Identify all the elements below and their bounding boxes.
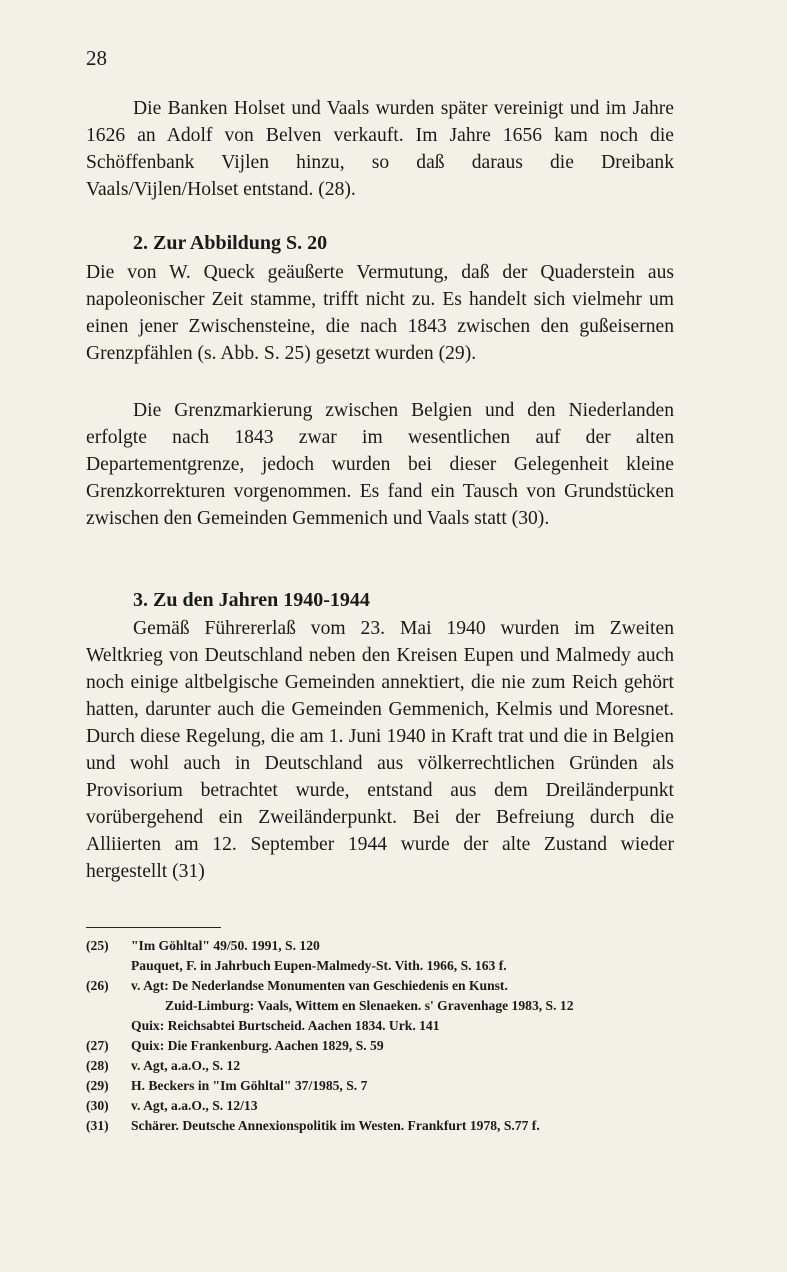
footnote-text: Quix: Reichsabtei Burtscheid. Aachen 1834. Urk. 141 xyxy=(131,1018,440,1033)
footnote-number: (30) xyxy=(86,1098,109,1113)
footnote-number: (26) xyxy=(86,978,109,993)
heading-zur-abbildung: 2. Zur Abbildung S. 20 xyxy=(133,232,328,254)
footnote-31 xyxy=(86,1116,686,1136)
footnotes xyxy=(86,936,686,1136)
footnote-number: (25) xyxy=(86,938,109,953)
paragraph-banks: Die Banken Holset und Vaals wurden später vereinigt und im Jahre 1626 an Adolf von Belven verkauft. Im Jahre 1656 kam noch die Schöffenbank Vijlen hinzu, so daß daraus die Dreibank Vaals/Vijlen/Holset entstand. (28). xyxy=(86,98,674,200)
footnote-text: H. Beckers in "Im Göhltal" 37/1985, S. 7 xyxy=(131,1078,368,1093)
footnote-text: Zuid-Limburg: Vaals, Wittem en Slenaeken. s' Gravenhage 1983, S. 12 xyxy=(165,998,574,1013)
footnote-number: (28) xyxy=(86,1058,109,1073)
footnote-text: v. Agt: De Nederlandse Monumenten van Geschiedenis en Kunst. xyxy=(131,978,508,993)
footnote-number: (31) xyxy=(86,1118,109,1133)
page-number: 28 xyxy=(86,46,107,70)
footnote-30 xyxy=(86,1096,686,1116)
footnote-separator xyxy=(86,927,221,928)
footnote-number: (29) xyxy=(86,1078,109,1093)
footnote-text: v. Agt, a.a.O., S. 12 xyxy=(131,1058,241,1073)
footnote-26 xyxy=(86,976,686,1036)
paragraph-fuehrererlass: Gemäß Führererlaß vom 23. Mai 1940 wurden im Zweiten Weltkrieg von Deutschland neben den Kreisen Eupen und Malmedy auch noch einige altbelgische Gemeinden annektiert, die nie zum Reich gehört hatten, darunter auch die Gemeinden Gemmenich, Kelmis und Moresnet. Durch diese Regelung, die am 1. Juni 1940 in Kraft trat und die in Belgien und wohl auch in Deutschland aus völkerrechtlichen Gründen als Provisorium betrachtet wurde, entstand aus dem Dreiländerpunkt vorübergehend ein Zweiländerpunkt. Bei der Befreiung durch die Alliierten am 12. September 1944 wurde der alte Zustand wieder hergestellt (31) xyxy=(86,618,674,882)
footnote-number: (27) xyxy=(86,1038,109,1053)
footnote-28 xyxy=(86,1056,686,1076)
footnote-text: "Im Göhltal" 49/50. 1991, S. 120 xyxy=(131,938,320,953)
footnote-27 xyxy=(86,1036,686,1056)
footnote-text: Quix: Die Frankenburg. Aachen 1829, S. 59 xyxy=(131,1038,384,1053)
footnote-text: v. Agt, a.a.O., S. 12/13 xyxy=(131,1098,258,1113)
footnote-text: Pauquet, F. in Jahrbuch Eupen-Malmedy-St. Vith. 1966, S. 163 f. xyxy=(131,958,507,973)
heading-1940-1944: 3. Zu den Jahren 1940-1944 xyxy=(133,589,370,611)
paragraph-quaderstein: Die von W. Queck geäußerte Vermutung, daß der Quaderstein aus napoleonischer Zeit stamme, trifft nicht zu. Es handelt sich vielmehr um einen jener Zwischensteine, die nach 1843 zwischen den gußeisernen Grenzpfählen (s. Abb. S. 25) gesetzt wurden (29). xyxy=(86,262,674,364)
footnote-text: Schärer. Deutsche Annexionspolitik im Westen. Frankfurt 1978, S.77 f. xyxy=(131,1118,540,1133)
footnote-29 xyxy=(86,1076,686,1096)
footnote-25 xyxy=(86,936,686,976)
paragraph-grenzmarkierung: Die Grenzmarkierung zwischen Belgien und den Niederlanden erfolgte nach 1843 zwar im wesentlichen auf der alten Departementgrenze, jedoch wurden bei dieser Gelegenheit kleine Grenzkorrekturen vorgenommen. Es fand ein Tausch von Grundstücken zwischen den Gemeinden Gemmenich und Vaals statt (30). xyxy=(86,400,674,529)
